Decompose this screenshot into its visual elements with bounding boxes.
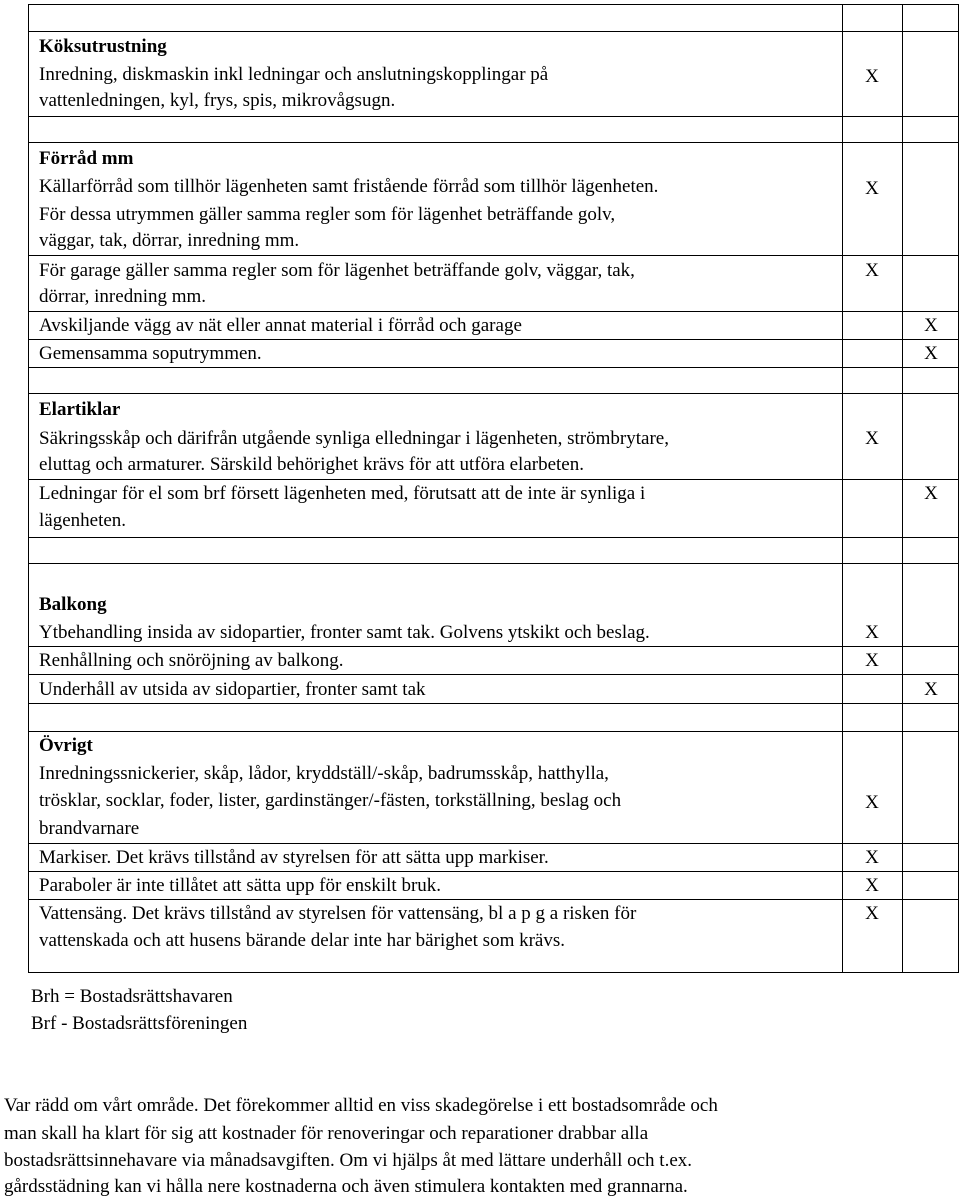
row-line — [28, 31, 959, 32]
section-heading-elartiklar: Elartiklar — [39, 399, 121, 420]
row-line — [28, 731, 959, 732]
row-line — [28, 871, 959, 872]
brh-mark: X — [865, 622, 879, 643]
row-line — [28, 843, 959, 844]
row-text: Avskiljande vägg av nät eller annat material i förråd och garage — [39, 315, 522, 336]
table-border-right — [958, 4, 959, 973]
brh-mark: X — [865, 847, 879, 868]
row-text: Renhållning och snöröjning av balkong. — [39, 650, 344, 671]
brh-mark: X — [865, 428, 879, 449]
row-text: vattenledningen, kyl, frys, spis, mikrovågsugn. — [39, 90, 396, 111]
row-text: vattenskada och att husens bärande delar inte har bärighet som krävs. — [39, 930, 566, 951]
row-text: lägenheten. — [39, 510, 127, 531]
footer-line: man skall ha klart för sig att kostnader för renoveringar och reparationer drabbar alla — [4, 1123, 649, 1144]
row-line — [28, 537, 959, 538]
row-text: Inredning, diskmaskin inkl ledningar och anslutningskopplingar på — [39, 64, 549, 85]
brh-mark: X — [865, 650, 879, 671]
column-divider-brh — [842, 4, 843, 973]
row-line — [28, 4, 959, 5]
section-heading-ovrigt: Övrigt — [39, 735, 93, 756]
row-line — [28, 899, 959, 900]
row-text: dörrar, inredning mm. — [39, 286, 207, 307]
row-text: Gemensamma soputrymmen. — [39, 343, 262, 364]
section-heading-forrad: Förråd mm — [39, 148, 134, 169]
brh-mark: X — [865, 903, 879, 924]
brf-mark: X — [924, 343, 938, 364]
table-border-left — [28, 4, 29, 973]
row-line — [28, 479, 959, 480]
row-line — [28, 339, 959, 340]
brf-mark: X — [924, 679, 938, 700]
row-line — [28, 367, 959, 368]
row-line — [28, 311, 959, 312]
legend-brf: Brf - Bostadsrättsföreningen — [31, 1013, 248, 1034]
footer-line: gårdsstädning kan vi hålla nere kostnaderna och även stimulera kontakten med grannarna. — [4, 1176, 688, 1197]
footer-line: bostadsrättsinnehavare via månadsavgiften. Om vi hjälps åt med lättare underhåll och t.ex. — [4, 1150, 692, 1171]
brh-mark: X — [865, 875, 879, 896]
row-text: Inredningssnickerier, skåp, lådor, kryddställ/-skåp, badrumsskåp, hatthylla, — [39, 763, 609, 784]
row-text: Källarförråd som tillhör lägenheten samt fristående förråd som tillhör lägenheten. — [39, 176, 659, 197]
row-text: Vattensäng. Det krävs tillstånd av styrelsen för vattensäng, bl a p g a risken för — [39, 903, 637, 924]
row-text: Säkringsskåp och därifrån utgående synliga elledningar i lägenheten, strömbrytare, — [39, 428, 669, 449]
section-heading-balkong: Balkong — [39, 594, 107, 615]
row-line — [28, 674, 959, 675]
brh-mark: X — [865, 260, 879, 281]
footer-line: Var rädd om vårt område. Det förekommer alltid en viss skadegörelse i ett bostadsområde och — [4, 1095, 718, 1116]
row-line — [28, 255, 959, 256]
row-text: Ledningar för el som brf försett lägenheten med, förutsatt att de inte är synliga i — [39, 483, 646, 504]
row-text: För garage gäller samma regler som för lägenhet beträffande golv, väggar, tak, — [39, 260, 635, 281]
brf-mark: X — [924, 315, 938, 336]
row-text: brandvarnare — [39, 818, 140, 839]
brh-mark: X — [865, 66, 879, 87]
row-text: trösklar, socklar, foder, lister, gardinstänger/-fästen, torkställning, beslag och — [39, 790, 622, 811]
row-text: eluttag och armaturer. Särskild behörighet krävs för att utföra elarbeten. — [39, 454, 584, 475]
row-line — [28, 116, 959, 117]
row-line — [28, 393, 959, 394]
column-divider-brf — [902, 4, 903, 973]
table-border-bottom — [28, 972, 959, 973]
row-text: Markiser. Det krävs tillstånd av styrelsen för att sätta upp markiser. — [39, 847, 549, 868]
row-text: Ytbehandling insida av sidopartier, fronter samt tak. Golvens ytskikt och beslag. — [39, 622, 650, 643]
row-text: väggar, tak, dörrar, inredning mm. — [39, 230, 300, 251]
section-heading-koksutrustning: Köksutrustning — [39, 36, 167, 57]
row-line — [28, 563, 959, 564]
legend-brh: Brh = Bostadsrättshavaren — [31, 986, 233, 1007]
brh-mark: X — [865, 178, 879, 199]
row-text: Underhåll av utsida av sidopartier, fronter samt tak — [39, 679, 426, 700]
row-line — [28, 142, 959, 143]
row-line — [28, 646, 959, 647]
brh-mark: X — [865, 792, 879, 813]
brf-mark: X — [924, 483, 938, 504]
row-text: För dessa utrymmen gäller samma regler som för lägenhet beträffande golv, — [39, 204, 616, 225]
row-text: Paraboler är inte tillåtet att sätta upp för enskilt bruk. — [39, 875, 442, 896]
row-line — [28, 703, 959, 704]
